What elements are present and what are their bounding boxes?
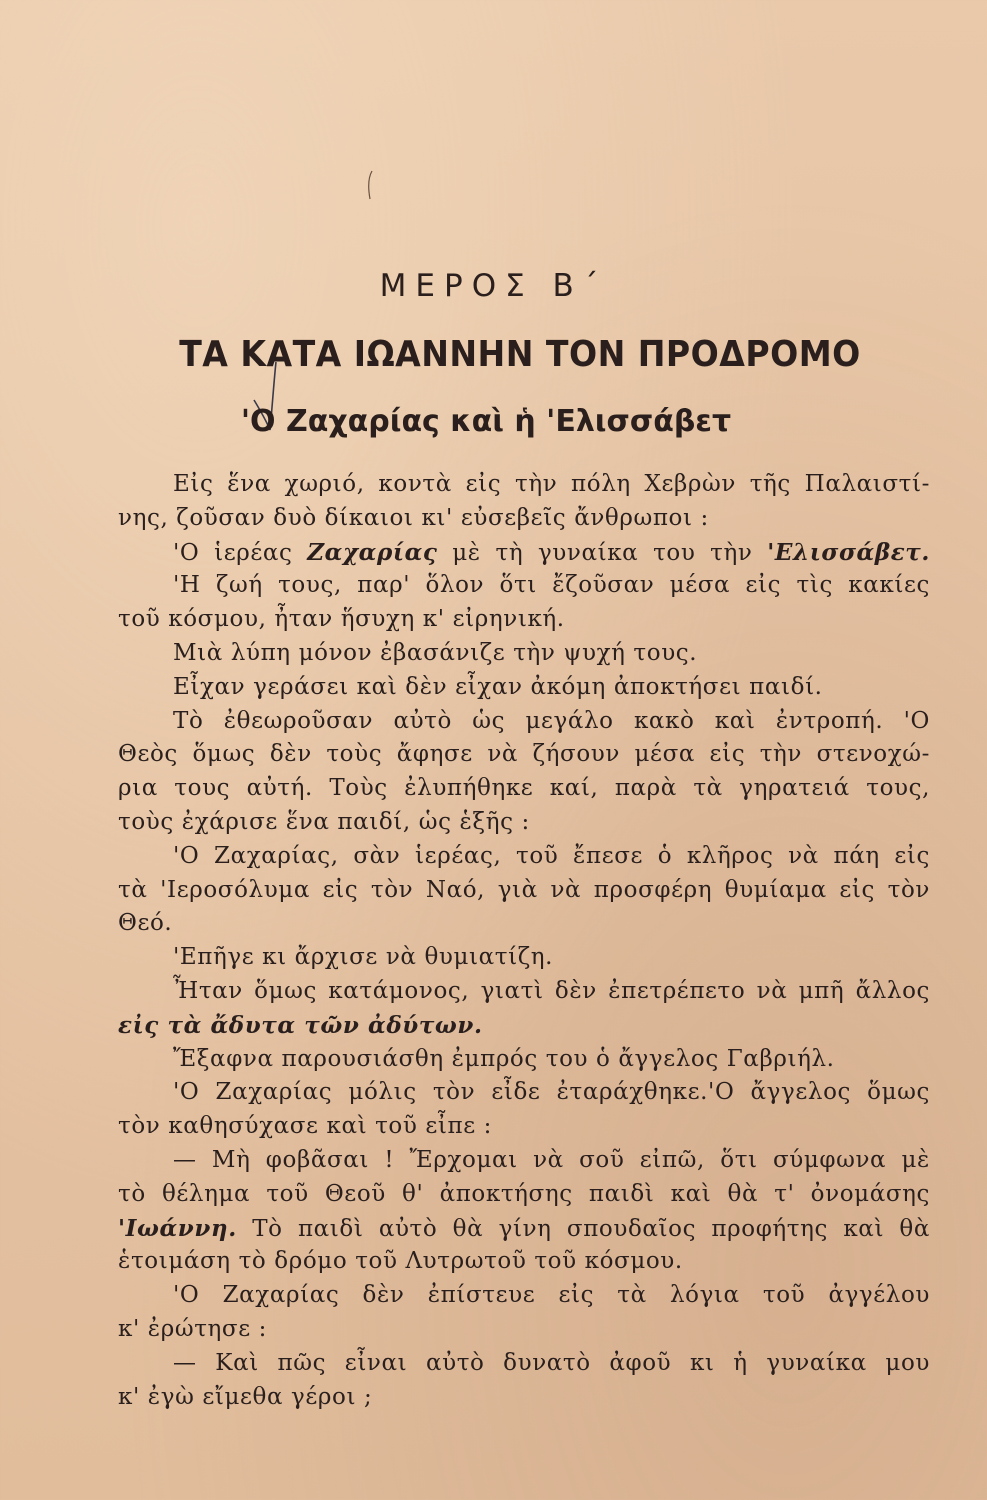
text-span: Τὸ παιδὶ αὐτὸ θὰ γίνη σπουδαῖος προφήτης καὶ θὰ — [236, 1215, 930, 1242]
text-line: Μιὰ λύπη μόνον ἐβασάνιζε τὴν ψυχή τους. — [173, 639, 698, 666]
stray-pencil-mark — [366, 170, 376, 200]
text-line: — Μὴ φοβᾶσαι ! Ἔρχομαι νὰ σοῦ εἰπῶ, ὅτι σύμφωνα μὲ — [173, 1146, 930, 1173]
text-line: Ἔξαφνα παρουσιάσθη ἐμπρός του ὁ ἄγγελος Γαβριήλ. — [173, 1045, 835, 1072]
name-zacharias: Ζαχαρίας — [307, 538, 438, 566]
chapter-title: ΤΑ ΚΑΤΑ ΙΩΑΝΝΗΝ ΤΟΝ ΠΡΟΔΡΟΜΟ — [179, 334, 861, 375]
text-line: ἑτοιμάση τὸ δρόμο τοῦ Λυτρωτοῦ τοῦ κόσμου. — [118, 1248, 683, 1275]
text-span: 'Ο ἱερέας — [173, 539, 308, 566]
text-line: τὸν καθησύχασε καὶ τοῦ εἶπε : — [118, 1113, 493, 1140]
text-line: κ' ἐρώτησε : — [118, 1315, 268, 1342]
text-line: 'Η ζωή τους, παρ' ὅλον ὅτι ἔζοῦσαν μέσα εἰς τὶς κακίες — [173, 572, 930, 599]
text-line: 'Ο Ζαχαρίας, σὰν ἱερέας, τοῦ ἔπεσε ὁ κλῆρος νὰ πάη εἰς — [173, 842, 930, 869]
text-span: μὲ τὴ γυναίκα του τὴν — [437, 539, 768, 566]
text-line: Εἰς ἕνα χωριό, κοντὰ εἰς τὴν πόλη Χεβρὼν τῆς Παλαιστί- — [173, 471, 930, 497]
text-line: εἰς τὰ ἄδυτα τῶν ἀδύτων. — [118, 1011, 483, 1039]
text-line: 'Επῆγε κι ἄρχισε νὰ θυμιατίζη. — [173, 944, 554, 971]
text-line: τὰ 'Ιεροσόλυμα εἰς τὸν Ναό, γιὰ νὰ προσφέρη θυμίαμα εἰς τὸν — [118, 876, 930, 903]
name-ioannis: 'Ιωάννη. — [118, 1214, 237, 1242]
text-line: ρια τους αὐτή. Τοὺς ἐλυπήθηκε καί, παρὰ τὰ γηρατειά τους, — [118, 775, 930, 802]
body-text — [118, 468, 930, 1414]
text-line: Τὸ ἐθεωροῦσαν αὐτὸ ὡς μεγάλο κακὸ καὶ ἐντροπή. 'Ο — [173, 707, 930, 734]
text-line: κ' ἐγὼ εἴμεθα γέροι ; — [118, 1383, 373, 1410]
text-line: 'Ο Ζαχαρίας μόλις τὸν εἶδε ἐταράχθηκε.'Ο ἄγγελος ὅμως — [173, 1079, 930, 1106]
text-line: τὸ θέλημα τοῦ Θεοῦ θ' ἀποκτήσης παιδὶ καὶ θὰ τ' ὀνομάσης — [118, 1180, 930, 1207]
text-line — [118, 1212, 930, 1246]
text-line — [118, 536, 930, 570]
text-line: — Καὶ πῶς εἶναι αὐτὸ δυνατὸ ἀφοῦ κι ἡ γυναίκα μου — [173, 1349, 930, 1376]
text-line: Θεό. — [118, 910, 173, 937]
text-line: 'Ο Ζαχαρίας δὲν ἐπίστευε εἰς τὰ λόγια τοῦ ἀγγέλου — [173, 1282, 930, 1309]
section-title: 'Ο Ζαχαρίας καὶ ἡ 'Ελισσάβετ — [240, 404, 732, 439]
text-line: Ἦταν ὅμως κατάμονος, γιατὶ δὲν ἐπετρέπετο νὰ μπῆ ἄλλος — [173, 977, 930, 1004]
text-line: τοὺς ἐχάρισε ἕνα παιδί, ὡς ἑξῆς : — [118, 808, 530, 835]
text-line: Εἶχαν γεράσει καὶ δὲν εἶχαν ἀκόμη ἀποκτήσει παιδί. — [173, 673, 823, 700]
name-elisabeth: 'Ελισσάβετ. — [767, 538, 930, 566]
text-line: Θεὸς ὅμως δὲν τοὺς ἄφησε νὰ ζήσουν μέσα εἰς τὴν στενοχώ- — [118, 741, 930, 768]
text-line: νης, ζοῦσαν δυὸ δίκαιοι κι' εὐσεβεῖς ἄνθρωποι : — [118, 504, 709, 531]
part-title: ΜΕΡΟΣ Β΄ — [379, 268, 608, 304]
text-line: τοῦ κόσμου, ἦταν ἥσυχη κ' εἰρηνική. — [118, 606, 565, 633]
